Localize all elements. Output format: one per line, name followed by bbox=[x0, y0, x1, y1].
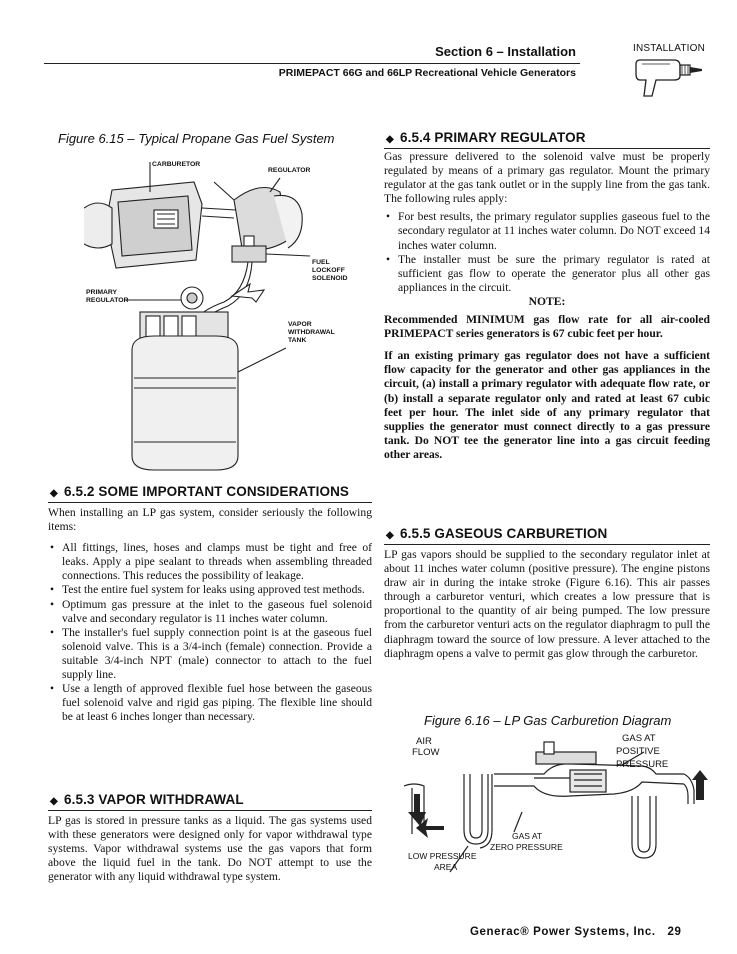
label-fuel-lockoff-2: LOCKOFF bbox=[312, 267, 345, 274]
label-regulator: REGULATOR bbox=[268, 167, 311, 174]
list-item: • The installer must be sure the primary regulator is rated at sufficient gas flow to operate the generator plus all other gas appliances in the circuit. bbox=[384, 253, 710, 295]
installation-badge-label: INSTALLATION bbox=[632, 43, 706, 54]
page-number: 29 bbox=[667, 926, 682, 938]
section-6-5-3-body bbox=[48, 814, 372, 884]
diamond-bullet-icon: ◆ bbox=[50, 796, 58, 807]
list-item: • Use a length of approved flexible fuel hose between the gaseous fuel solenoid valve and rigid gas piping. The flexible line should be at least 6 inches longer than necessary. bbox=[48, 682, 372, 724]
document-subtitle: PRIMEPACT 66G and 66LP Recreational Vehicle Generators bbox=[278, 67, 576, 79]
heading-rule-6-5-5 bbox=[384, 544, 710, 545]
label-pressure: PRESSURE bbox=[616, 759, 669, 770]
heading-rule-6-5-4 bbox=[384, 148, 710, 149]
label-air: AIR bbox=[416, 736, 432, 747]
label-carburetor: CARBURETOR bbox=[152, 161, 201, 168]
carburetion-diagram bbox=[394, 734, 710, 906]
propane-fuel-system-diagram bbox=[84, 152, 354, 482]
label-tank-3: TANK bbox=[288, 337, 307, 344]
list-item: • The installer's fuel supply connection point is at the gaseous fuel solenoid valve. This is a 3/4-inch (female) connection. Provide a suitable 3/4-inch NPT (male) connector to attach to the fuel supply line. bbox=[48, 626, 372, 682]
label-gas-at-zero: GAS AT bbox=[512, 831, 543, 841]
note-existing-regulator: If an existing primary gas regulator does not have a sufficient flow capacity for the generator and other gas appliances in the circuit, (a) install a primary regulator with adequate flow rate, or (b) install a separate regulator only and rated at least 67 cubic feet per hour. The inlet side of any primary regulator that supplies the generator must connect directly to a gas pressure tank. Do NOT tee the generator line into a gas circuit feeding other areas. bbox=[384, 349, 710, 461]
diamond-bullet-icon: ◆ bbox=[386, 134, 394, 145]
list-item: • Optimum gas pressure at the inlet to the gaseous fuel solenoid valve and secondary regulator is 11 inches water column. bbox=[48, 598, 372, 626]
section-6-5-4-body bbox=[384, 150, 710, 462]
section-6-5-3-text: LP gas is stored in pressure tanks as a liquid. The gas systems used with these generators were designed only for vapor withdrawal type systems. Vapor withdrawal systems use the gas vapors that form above the liquid fuel in the tank. Do NOT attempt to use the generator with any liquid withdrawal type system. bbox=[48, 814, 372, 884]
section-6-5-4-intro: Gas pressure delivered to the solenoid valve must be properly regulated by means of a primary gas regulator. Mount the primary regulator at the gas tank outlet or in the supply line from the gas tank. The following rules apply: bbox=[384, 150, 710, 206]
label-flow: FLOW bbox=[412, 747, 440, 758]
heading-6-5-3-text: 6.5.3 VAPOR WITHDRAWAL bbox=[64, 792, 244, 807]
heading-6-5-5-text: 6.5.5 GASEOUS CARBURETION bbox=[400, 526, 608, 541]
heading-rule-6-5-2 bbox=[48, 502, 372, 503]
list-item: • For best results, the primary regulator supplies gaseous fuel to the secondary regulator at 11 inches water column. Do NOT exceed 14 inches water column. bbox=[384, 210, 710, 252]
page-footer bbox=[470, 926, 710, 938]
heading-6-5-3 bbox=[50, 792, 366, 807]
section-title: Section 6 – Installation bbox=[435, 44, 576, 59]
label-positive: POSITIVE bbox=[616, 746, 660, 757]
label-fuel-lockoff-1: FUEL bbox=[312, 259, 330, 266]
heading-6-5-4-text: 6.5.4 PRIMARY REGULATOR bbox=[400, 130, 586, 145]
drill-icon bbox=[630, 56, 710, 102]
label-primary-regulator-1: PRIMARY bbox=[86, 289, 118, 296]
section-6-5-2-list bbox=[48, 541, 372, 724]
label-low-pressure: LOW PRESSURE bbox=[408, 851, 477, 861]
heading-6-5-4 bbox=[386, 130, 706, 145]
label-area: AREA bbox=[434, 862, 458, 872]
section-6-5-4-list bbox=[384, 210, 710, 295]
label-fuel-lockoff-3: SOLENOID bbox=[312, 275, 348, 282]
heading-6-5-5 bbox=[386, 526, 706, 541]
label-tank-1: VAPOR bbox=[288, 321, 312, 328]
section-6-5-2-body bbox=[48, 506, 372, 724]
section-6-5-5-body bbox=[384, 548, 710, 661]
figure-6-16-caption: Figure 6.16 – LP Gas Carburetion Diagram bbox=[424, 713, 672, 728]
diamond-bullet-icon: ◆ bbox=[386, 530, 394, 541]
footer-company: Generac® Power Systems, Inc. bbox=[470, 926, 656, 938]
label-gas-at: GAS AT bbox=[622, 734, 656, 744]
section-6-5-5-text: LP gas vapors should be supplied to the secondary regulator inlet at about 11 inches water column (positive pressure). The engine pistons draw air in during the intake stroke (Figure 6.16). This air passes through a carburetor venturi, which creates a low pressure that is proportional to the quantity of air being pumped. The low pressure from the carburetor venturi acts on the regulator diaphragm to pull the diaphragm toward the source of low pressure. A lever attached to the diaphragm opens a valve to permit gas glow through the carburetor. bbox=[384, 548, 710, 660]
note-minimum-flow: Recommended MINIMUM gas flow rate for all air-cooled PRIMEPACT series generators is 67 cubic feet per hour. bbox=[384, 313, 710, 341]
diamond-bullet-icon: ◆ bbox=[50, 488, 58, 499]
list-item: • All fittings, lines, hoses and clamps must be tight and free of leaks. Apply a pipe sealant to threads when assembling threaded connections. This reduces the possibility of leakage. bbox=[48, 541, 372, 583]
label-tank-2: WITHDRAWAL bbox=[288, 329, 335, 336]
label-zero-pressure: ZERO PRESSURE bbox=[490, 842, 563, 852]
figure-6-15-caption: Figure 6.15 – Typical Propane Gas Fuel System bbox=[58, 131, 335, 146]
label-primary-regulator-2: REGULATOR bbox=[86, 297, 129, 304]
list-item: • Test the entire fuel system for leaks using approved test methods. bbox=[48, 583, 372, 597]
heading-6-5-2-text: 6.5.2 SOME IMPORTANT CONSIDERATIONS bbox=[64, 484, 350, 499]
note-label: NOTE: bbox=[528, 294, 566, 308]
heading-rule-6-5-3 bbox=[48, 810, 372, 811]
section-6-5-2-intro: When installing an LP gas system, consider seriously the following items: bbox=[48, 506, 372, 534]
heading-6-5-2 bbox=[50, 484, 366, 499]
header-rule bbox=[44, 63, 580, 64]
